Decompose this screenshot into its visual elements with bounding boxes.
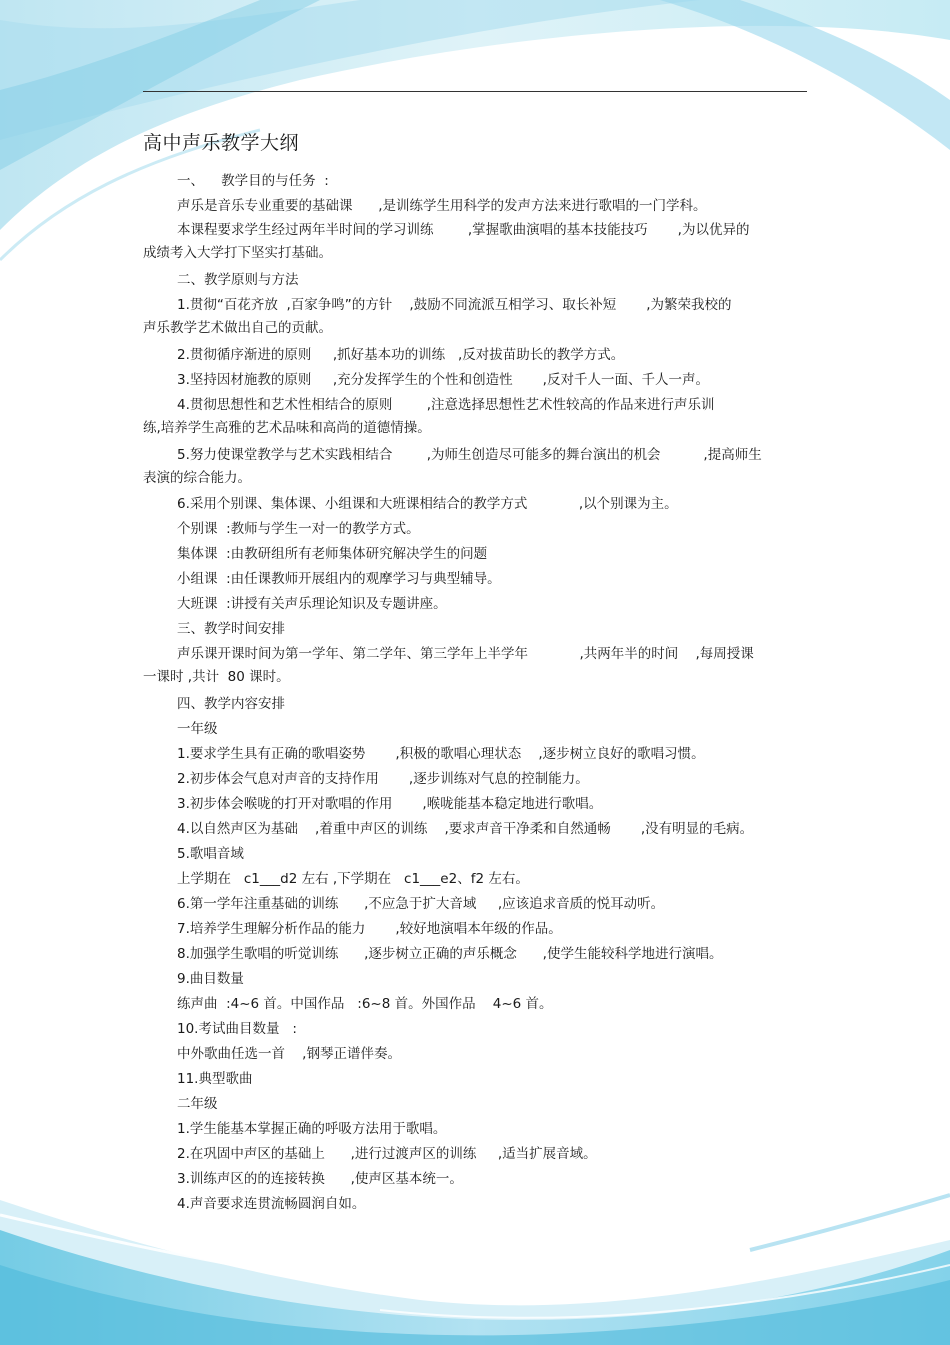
body-line: 一、 教学目的与任务 :: [177, 173, 329, 189]
body-line: 大班课 :讲授有关声乐理论知识及专题讲座。: [177, 596, 447, 612]
body-line: 4.贯彻思想性和艺术性相结合的原则 ,注意选择思想性艺术性较高的作品来进行声乐训: [177, 397, 715, 413]
body-line: 4.声音要求连贯流畅圆润自如。: [177, 1196, 366, 1212]
body-line: 9.曲目数量: [177, 971, 244, 987]
body-line: 集体课 :由教研组所有老师集体研究解决学生的问题: [177, 546, 488, 562]
body-line: 上学期在 c1___d2 左右 ,下学期在 c1___e2、f2 左右。: [177, 871, 529, 887]
body-line: 6.采用个别课、集体课、小组课和大班课相结合的教学方式 ,以个别课为主。: [177, 496, 678, 512]
body-line: 成绩考入大学打下坚实打基础。: [143, 245, 332, 261]
body-line: 1.贯彻“百花齐放 ,百家争鸣”的方针 ,鼓励不同流派互相学习、取长补短 ,为繁荣我校的: [177, 297, 732, 313]
body-line: 3.坚持因材施教的原则 ,充分发挥学生的个性和创造性 ,反对千人一面、千人一声。: [177, 372, 709, 388]
body-line: 1.学生能基本掌握正确的呼吸方法用于歌唱。: [177, 1121, 447, 1137]
body-line: 11.典型歌曲: [177, 1071, 253, 1087]
body-line: 声乐是音乐专业重要的基础课 ,是训练学生用科学的发声方法来进行歌唱的一门学科。: [177, 198, 707, 214]
body-line: 2.贯彻循序渐进的原则 ,抓好基本功的训练 ,反对拔苗助长的教学方式。: [177, 347, 625, 363]
body-line: 8.加强学生歌唱的听觉训练 ,逐步树立正确的声乐概念 ,使学生能较科学地进行演唱。: [177, 946, 723, 962]
body-line: 2.初步体会气息对声音的支持作用 ,逐步训练对气息的控制能力。: [177, 771, 589, 787]
body-line: 声乐课开课时间为第一学年、第二学年、第三学年上半学年 ,共两年半的时间 ,每周授课: [177, 646, 754, 662]
body-line: 声乐教学艺术做出自己的贡献。: [143, 320, 332, 336]
body-line: 1.要求学生具有正确的歌唱姿势 ,积极的歌唱心理状态 ,逐步树立良好的歌唱习惯。: [177, 746, 705, 762]
body-line: 四、教学内容安排: [177, 696, 285, 712]
body-line: 6.第一学年注重基础的训练 ,不应急于扩大音域 ,应该追求音质的悦耳动听。: [177, 896, 665, 912]
body-line: 2.在巩固中声区的基础上 ,进行过渡声区的训练 ,适当扩展音域。: [177, 1146, 597, 1162]
body-line: 7.培养学生理解分析作品的能力 ,较好地演唱本年级的作品。: [177, 921, 562, 937]
body-line: 一课时 ,共计 80 课时。: [143, 669, 290, 685]
body-line: 5.努力使课堂教学与艺术实践相结合 ,为师生创造尽可能多的舞台演出的机会 ,提高师生: [177, 447, 762, 463]
body-line: 本课程要求学生经过两年半时间的学习训练 ,掌握歌曲演唱的基本技能技巧 ,为以优异的: [177, 222, 750, 238]
header-rule: [143, 91, 807, 92]
body-line: 3.训练声区的的连接转换 ,使声区基本统一。: [177, 1171, 463, 1187]
body-line: 三、教学时间安排: [177, 621, 285, 637]
body-line: 个别课 :教师与学生一对一的教学方式。: [177, 521, 420, 537]
body-line: 小组课 :由任课教师开展组内的观摩学习与典型辅导。: [177, 571, 501, 587]
body-line: 10.考试曲目数量 :: [177, 1021, 297, 1037]
body-line: 二、教学原则与方法: [177, 272, 299, 288]
body-line: 二年级: [177, 1096, 218, 1112]
body-line: 表演的综合能力。: [143, 470, 251, 486]
body-line: 3.初步体会喉咙的打开对歌唱的作用 ,喉咙能基本稳定地进行歌唱。: [177, 796, 603, 812]
body-line: 5.歌唱音域: [177, 846, 244, 862]
document-title: 高中声乐教学大纲: [143, 132, 300, 154]
body-line: 4.以自然声区为基础 ,着重中声区的训练 ,要求声音干净柔和自然通畅 ,没有明显的毛病。: [177, 821, 754, 837]
body-line: 中外歌曲任选一首 ,钢琴正谱伴奏。: [177, 1046, 401, 1062]
body-line: 练,培养学生高雅的艺术品味和高尚的道德情操。: [143, 420, 431, 436]
body-line: 练声曲 :4~6 首。中国作品 :6~8 首。外国作品 4~6 首。: [177, 996, 553, 1012]
body-line: 一年级: [177, 721, 218, 737]
